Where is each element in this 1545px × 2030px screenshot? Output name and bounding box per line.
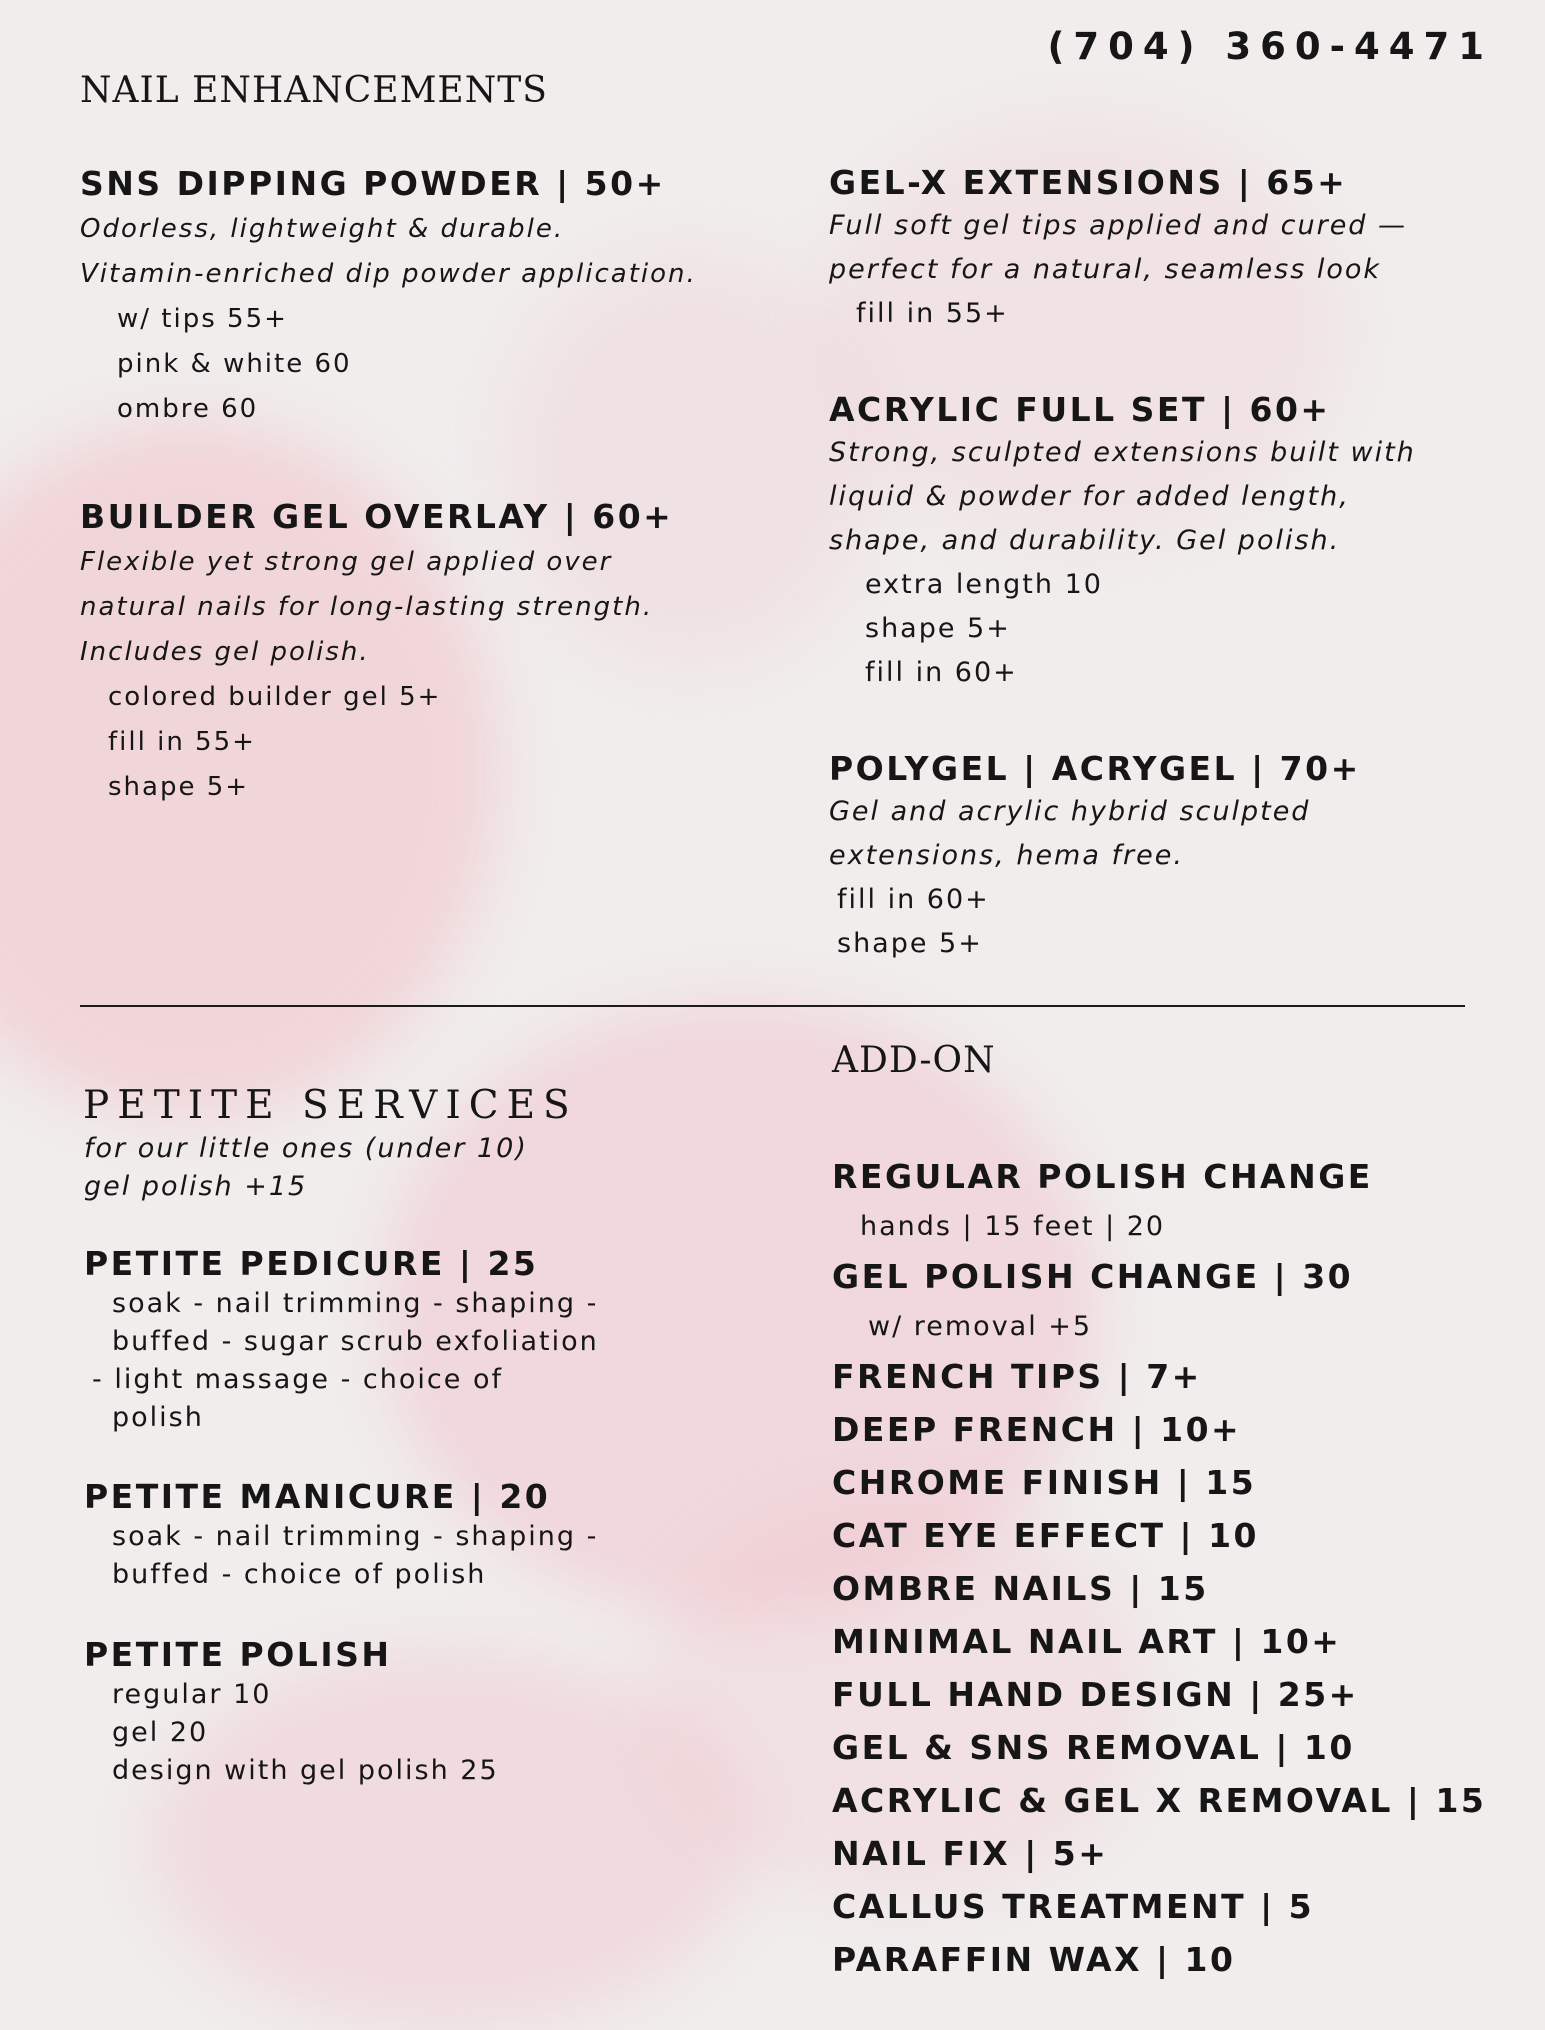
service-polygel-acrygel — [829, 749, 1361, 966]
service-detail: buffed - choice of polish — [112, 1559, 487, 1590]
section-heading-add-on: ADD-ON — [832, 1040, 996, 1081]
service-option: pink & white 60 — [117, 349, 352, 379]
service-description: Flexible yet strong gel applied over — [80, 547, 613, 577]
add-on-item: NAIL FIX | 5+ — [832, 1834, 1109, 1873]
add-on-item-detail: hands | 15 feet | 20 — [860, 1211, 1166, 1242]
add-on-item: REGULAR POLISH CHANGE — [832, 1157, 1373, 1196]
service-option: fill in 60+ — [837, 884, 990, 915]
service-detail: regular 10 — [112, 1679, 272, 1710]
service-option: fill in 55+ — [108, 727, 256, 757]
service-description: Strong, sculpted extensions built with — [829, 437, 1416, 468]
service-detail: soak - nail trimming - shaping - — [112, 1288, 599, 1319]
service-description: extensions, hema free. — [829, 840, 1184, 871]
add-on-item: CALLUS TREATMENT | 5 — [832, 1887, 1315, 1926]
add-on-item: OMBRE NAILS | 15 — [832, 1569, 1209, 1608]
service-description: liquid & powder for added length, — [829, 481, 1350, 512]
phone-number[interactable]: (704) 360-4471 — [1047, 25, 1493, 68]
service-title: PETITE PEDICURE | 25 — [84, 1244, 539, 1283]
service-option: ombre 60 — [117, 394, 259, 424]
service-option: extra length 10 — [865, 569, 1103, 600]
service-title: GEL-X EXTENSIONS | 65+ — [829, 163, 1348, 202]
service-title: PETITE MANICURE | 20 — [84, 1477, 551, 1516]
service-title: SNS DIPPING POWDER | 50+ — [80, 164, 666, 203]
add-on-item: GEL POLISH CHANGE | 30 — [832, 1257, 1354, 1296]
add-on-item: FULL HAND DESIGN | 25+ — [832, 1675, 1359, 1714]
service-option: w/ tips 55+ — [117, 304, 288, 334]
add-on-item: PARAFFIN WAX | 10 — [832, 1940, 1236, 1979]
service-petite-pedicure — [84, 1244, 599, 1437]
service-description: shape, and durability. Gel polish. — [829, 525, 1341, 556]
service-title: BUILDER GEL OVERLAY | 60+ — [80, 497, 674, 536]
service-detail: buffed - sugar scrub exfoliation — [112, 1326, 599, 1357]
service-detail: gel 20 — [112, 1717, 209, 1748]
service-option: fill in 55+ — [856, 298, 1009, 329]
service-description: Gel and acrylic hybrid sculpted — [829, 796, 1311, 827]
add-on-item: MINIMAL NAIL ART | 10+ — [832, 1622, 1342, 1661]
service-description: Full soft gel tips applied and cured — — [829, 210, 1408, 241]
add-on-item: ACRYLIC & GEL X REMOVAL | 15 — [832, 1781, 1487, 1820]
service-description: natural nails for long-lasting strength. — [80, 592, 654, 622]
add-on-item: CAT EYE EFFECT | 10 — [832, 1516, 1260, 1555]
service-detail: - light massage - choice of — [92, 1364, 503, 1395]
service-description: Odorless, lightweight & durable. — [80, 214, 565, 244]
add-on-item: DEEP FRENCH | 10+ — [832, 1410, 1242, 1449]
service-description: Includes gel polish. — [80, 637, 370, 667]
add-on-item: CHROME FINISH | 15 — [832, 1463, 1257, 1502]
section-heading-nail-enhancements: NAIL ENHANCEMENTS — [80, 70, 548, 111]
petite-subtitle-line: for our little ones (under 10) — [84, 1133, 528, 1164]
service-title: POLYGEL | ACRYGEL | 70+ — [829, 749, 1361, 788]
service-builder-gel-overlay — [80, 497, 673, 810]
service-option: shape 5+ — [865, 613, 1011, 644]
service-petite-manicure — [84, 1477, 598, 1594]
add-on-item: GEL & SNS REMOVAL | 10 — [832, 1728, 1355, 1767]
add-on-item: FRENCH TIPS | 7+ — [832, 1357, 1202, 1396]
service-option: shape 5+ — [108, 772, 250, 802]
service-sns-dipping-powder — [80, 164, 697, 432]
service-petite-polish — [84, 1635, 499, 1790]
service-option: fill in 60+ — [865, 657, 1018, 688]
service-description: perfect for a natural, seamless look — [829, 254, 1382, 285]
service-detail: design with gel polish 25 — [112, 1755, 499, 1786]
service-title: ACRYLIC FULL SET | 60+ — [829, 390, 1331, 429]
service-acrylic-full-set — [829, 390, 1416, 695]
service-title: PETITE POLISH — [84, 1635, 392, 1674]
add-on-list — [832, 1150, 1486, 1986]
section-heading-petite-services: PETITE SERVICES — [83, 1083, 578, 1128]
petite-subtitle — [84, 1130, 528, 1206]
service-description: Vitamin-enriched dip powder application. — [80, 259, 697, 289]
service-detail: polish — [112, 1402, 204, 1433]
service-gel-x-extensions — [829, 163, 1407, 336]
petite-subtitle-line: gel polish +15 — [84, 1171, 308, 1202]
add-on-item-detail: w/ removal +5 — [868, 1311, 1093, 1342]
service-detail: soak - nail trimming - shaping - — [112, 1521, 599, 1552]
service-option: shape 5+ — [837, 928, 983, 959]
service-option: colored builder gel 5+ — [108, 682, 442, 712]
section-divider — [80, 1005, 1465, 1007]
